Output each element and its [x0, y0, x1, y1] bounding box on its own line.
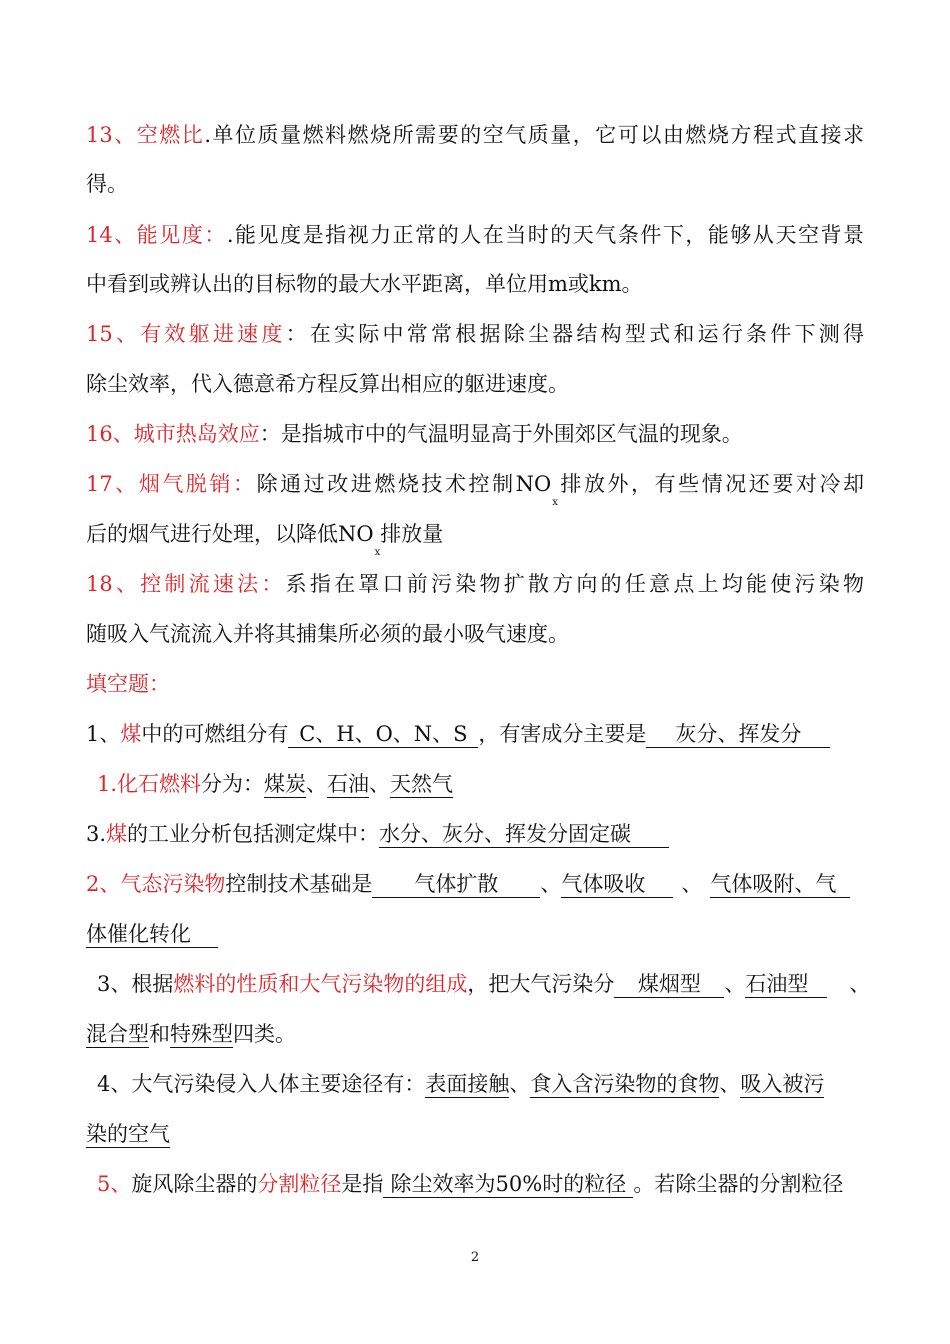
page-number: 2 — [470, 1250, 480, 1265]
answer-blank: 除尘效率为50%时的粒径 — [383, 1171, 633, 1198]
q-number: 1、 — [86, 722, 121, 746]
q-number: 1. — [97, 772, 118, 796]
item-18-line-2: 随吸入气流流入并将其捕集所必须的最小吸气速度。 — [86, 622, 569, 646]
answer-blank: 煤炭 — [264, 772, 307, 796]
answer-blank: 表面接触 — [425, 1072, 510, 1096]
text: 。若除尘器的分割粒径 — [633, 1172, 844, 1196]
item-number: 15、 — [86, 322, 141, 346]
term: 城市热岛效应 — [133, 422, 260, 446]
fill-q1 — [86, 718, 864, 750]
fill-q4-line-1 — [97, 1068, 864, 1100]
definition: ：是指城市中的气温明显高于外围郊区气温的现象。 — [259, 422, 743, 446]
item-number: 18、 — [86, 572, 141, 596]
term: 有效躯进速度 — [140, 322, 286, 346]
text: 、 — [540, 872, 562, 896]
item-number: 16、 — [86, 422, 134, 446]
text: 旋风除尘器的 — [131, 1172, 258, 1196]
answer-blank: 体催化转化 — [86, 921, 218, 948]
answer-blank: 气体吸收 — [561, 871, 673, 898]
item-16-line-1 — [86, 418, 864, 450]
fill-q2-line-1 — [86, 868, 864, 900]
definition: ：在实际中常常根据除尘器结构型式和运行条件下测得 — [285, 322, 864, 346]
fill-q5 — [97, 1168, 864, 1200]
text: 和 — [149, 1022, 170, 1046]
subscript: x — [374, 547, 381, 558]
term: 化石燃料 — [117, 772, 202, 796]
text: ，把大气污染分 — [467, 972, 615, 996]
text: 控制技术基础是 — [225, 872, 373, 896]
item-17-line-2 — [86, 518, 864, 558]
fill-q3b-line-1 — [97, 968, 871, 1000]
q-number: 3. — [86, 822, 107, 846]
fill-q4-line-2 — [86, 1118, 864, 1150]
answer-blank: 灰分、挥发分 — [646, 721, 830, 748]
answer-blank: 吸入被污 — [740, 1072, 825, 1096]
item-17-line-1 — [86, 468, 865, 508]
text: ，有害成分主要是 — [478, 722, 647, 746]
answer-blank: 食入含污染物的食物 — [530, 1072, 720, 1096]
text: 是指 — [341, 1172, 384, 1196]
item-15-line-2: 除尘效率，代入德意希方程反算出相应的躯进速度。 — [86, 372, 569, 396]
text: 四类。 — [233, 1022, 296, 1046]
text: 、 — [306, 772, 328, 796]
text: 分为： — [201, 772, 265, 796]
q-number: 3、 — [97, 972, 132, 996]
definition: 后的烟气进行处理，以降低NO — [86, 522, 374, 546]
text: 大气污染侵入人体主要途径有： — [131, 1072, 426, 1096]
item-14-line-1 — [86, 219, 864, 251]
text: 中的可燃组分有 — [141, 722, 289, 746]
item-13-line-1 — [86, 119, 864, 151]
answer-blank: 煤烟型 — [614, 971, 724, 998]
definition: 排放量 — [380, 522, 444, 546]
section-heading: 填空题： — [86, 672, 170, 696]
definition: 除通过改进燃烧技术控制NO — [256, 472, 552, 496]
text: 、 — [369, 772, 391, 796]
q-number: 2、 — [86, 872, 121, 896]
term: 燃料的性质和大气污染物的组成 — [173, 972, 468, 996]
answer-blank: 气体扩散 — [372, 871, 540, 898]
term: 分割粒径 — [257, 1172, 342, 1196]
definition: .单位质量燃料燃烧所需要的空气质量，它可以由燃烧方程式直接求 — [204, 123, 864, 147]
term: 能见度： — [136, 223, 227, 247]
term: 控制流速法： — [140, 572, 286, 596]
q-number: 5、 — [97, 1172, 132, 1196]
answer-blank: 石油型 — [745, 971, 827, 998]
answer-blank: 特殊型 — [170, 1022, 233, 1046]
answer-blank: 石油 — [327, 772, 370, 796]
text: 、 — [509, 1072, 531, 1096]
item-number: 14、 — [86, 223, 137, 247]
item-15-line-1 — [86, 318, 864, 350]
term: 煤 — [120, 722, 142, 746]
definition: .能见度是指视力正常的人在当时的天气条件下，能够从天空背景 — [226, 223, 864, 247]
definition: 系指在罩口前污染物扩散方向的任意点上均能使污染物 — [285, 572, 864, 596]
answer-blank: 气体吸附、气 — [710, 871, 850, 898]
answer-blank: 混合型 — [86, 1022, 149, 1046]
answer-blank: 染的空气 — [86, 1122, 170, 1146]
subscript: x — [552, 497, 558, 508]
text: 、 — [681, 872, 703, 896]
text: 的工业分析包括测定煤中： — [127, 822, 380, 846]
text: 、 — [849, 972, 871, 996]
item-number: 17、 — [86, 472, 139, 496]
term: 气态污染物 — [120, 872, 226, 896]
answer-blank: 水分、灰分、挥发分固定碳 — [379, 821, 669, 848]
definition: 排放外，有些情况还要对冷却 — [557, 472, 865, 496]
q-number: 4、 — [97, 1072, 132, 1096]
term: 煤 — [106, 822, 128, 846]
answer-blank: 天然气 — [390, 772, 454, 796]
text: 根据 — [131, 972, 174, 996]
term: 空燃比 — [136, 123, 205, 147]
item-number: 13、 — [86, 123, 137, 147]
term: 烟气脱销： — [138, 472, 257, 496]
fill-q3b-line-2 — [86, 1018, 864, 1050]
text: 、 — [719, 1072, 741, 1096]
fill-q3 — [86, 818, 864, 850]
fill-q1b — [97, 768, 864, 800]
fill-q2-line-2 — [86, 918, 864, 950]
text: 、 — [724, 972, 746, 996]
item-14-line-2: 中看到或辨认出的目标物的最大水平距离，单位用m或km。 — [86, 272, 643, 296]
answer-blank: C、H、O、N、S — [288, 721, 478, 748]
item-18-line-1 — [86, 568, 864, 600]
item-13-line-2: 得。 — [86, 172, 128, 196]
